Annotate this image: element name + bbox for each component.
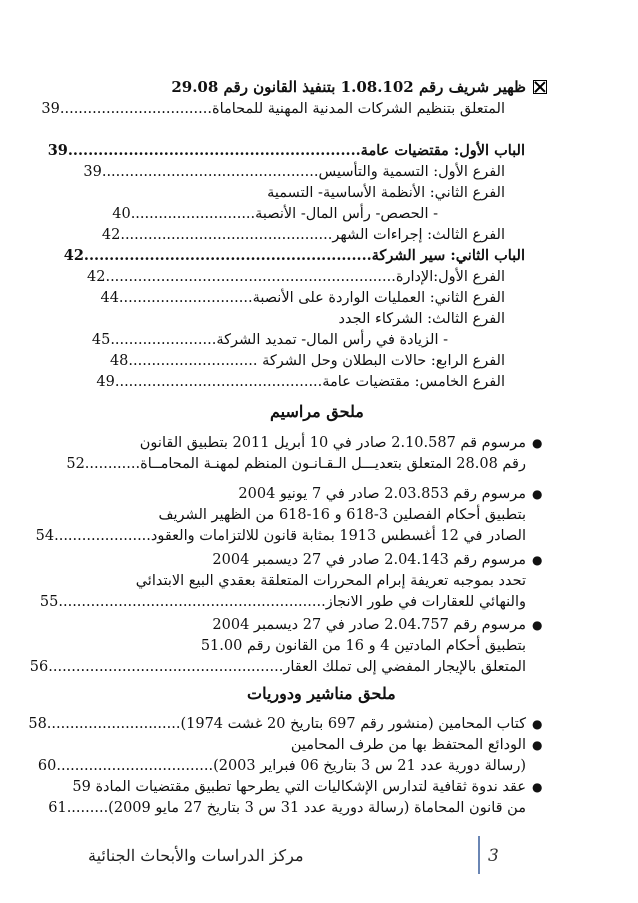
decree-line: مرسوم رقم 2.04.757 صادر في 27 ديسمبر 2004 bbox=[212, 617, 526, 633]
decree-line: مرسوم قم 2.10.587 صادر في 10 أبريل 2011 بتطبيق القانون bbox=[139, 435, 526, 451]
decree-line: تحدد بموجبه تعريفة إبرام المحررات المتعلقة بعقدي البيع الابتدائي bbox=[135, 573, 526, 589]
toc-entry: الفرع الرابع: حالات البطلان وحل الشركة ............................48 bbox=[109, 353, 505, 369]
toc-top-line-1: ظهير شريف رقم 1.08.102 بتنفيذ القانون رقم 29.08 bbox=[171, 78, 526, 96]
circular-line: الودائع المحتفظ بها من طرف المحامين bbox=[290, 737, 526, 753]
toc-entry: الفرع الأول: التسمية والتأسيس...............................................39 bbox=[83, 164, 505, 180]
decree-line: رقم 28.08 المتعلق بتعديـــل الـقـانـون المنظم لمهنـة المحامــاة............52 bbox=[66, 456, 526, 472]
toc-entry: - الزيادة في رأس المال- تمديد الشركة.......................45 bbox=[91, 332, 448, 348]
toc-entry: الفرع الثالث: الشركاء الجدد bbox=[338, 311, 505, 327]
decree-line: بتطبيق أحكام المادتين 4 و 16 من القانون رقم 51.00 bbox=[200, 638, 526, 654]
bullet-icon: ● bbox=[532, 436, 543, 450]
toc-entry: الفرع الخامس: مقتضيات عامة.............................................49 bbox=[96, 374, 505, 390]
checkbox-icon bbox=[533, 80, 547, 94]
decree-line: والنهائي للعقارات في طور الانجاز..........................................................55 bbox=[39, 594, 526, 610]
decree-line: مرسوم رقم 2.04.143 صادر في 27 ديسمبر 2004 bbox=[212, 552, 526, 568]
circular-line: كتاب المحامين (منشور رقم 697 بتاريخ 20 غشت 1974).............................58 bbox=[28, 716, 526, 732]
decree-line: المتعلق بالإيجار المفضي إلى تملك العقار...................................................56 bbox=[29, 659, 526, 675]
page-number: 3 bbox=[488, 846, 499, 866]
bullet-icon: ● bbox=[532, 487, 543, 501]
circular-line: عقد ندوة ثقافية لتدارس الإشكاليات التي يطرحها تطبيق مقتضيات المادة 59 bbox=[72, 779, 526, 795]
toc-entry: - الحصص- رأس المال- الأنصبة...........................40 bbox=[112, 206, 438, 222]
toc-part-1: الباب الأول: مقتضيات عامة..........................................................39 bbox=[47, 142, 525, 159]
annex-circulars-title: ملحق مناشير ودوريات bbox=[247, 684, 396, 703]
footer-divider bbox=[478, 836, 480, 874]
toc-part-2: الباب الثاني: سير الشركة.........................................................42 bbox=[63, 247, 525, 264]
bullet-icon: ● bbox=[532, 717, 543, 731]
bullet-icon: ● bbox=[532, 618, 543, 632]
annex-decrees-title: ملحق مراسيم bbox=[270, 402, 364, 421]
bullet-icon: ● bbox=[532, 780, 543, 794]
circular-line: من قانون المحاماة (رسالة دورية عدد 31 س 3 بتاريخ 27 مايو 2009).........61 bbox=[48, 800, 526, 816]
footer-center-name: مركز الدراسات والأبحاث الجنائية bbox=[88, 846, 304, 865]
toc-entry: الفرع الثاني: العمليات الواردة على الأنصبة.............................44 bbox=[100, 290, 505, 306]
bullet-icon: ● bbox=[532, 553, 543, 567]
toc-entry: الفرع الثالث: إجراءات الشهر..............................................42 bbox=[101, 227, 505, 243]
toc-entry: الفرع الثاني: الأنظمة الأساسية- التسمية bbox=[267, 185, 505, 201]
decree-line: مرسوم رقم 2.03.853 صادر في 7 يونيو 2004 bbox=[238, 486, 526, 502]
circular-line: (رسالة دورية عدد 21 س 3 بتاريخ 06 فبراير 2003)..................................60 bbox=[37, 758, 526, 774]
toc-entry: الفرع الأول:الإدارة...............................................................42 bbox=[87, 269, 505, 285]
decree-line: الصادر في 12 أغسطس 1913 بمثابة قانون للالتزامات والعقود.....................54 bbox=[35, 528, 526, 544]
toc-top-line-2: المتعلق بتنظيم الشركات المدنية المهنية للمحاماة.................................39 bbox=[41, 101, 505, 117]
bullet-icon: ● bbox=[532, 738, 543, 752]
decree-line: بتطبيق أحكام الفصلين 3-618 و 16-618 من الظهير الشريف bbox=[158, 507, 526, 523]
